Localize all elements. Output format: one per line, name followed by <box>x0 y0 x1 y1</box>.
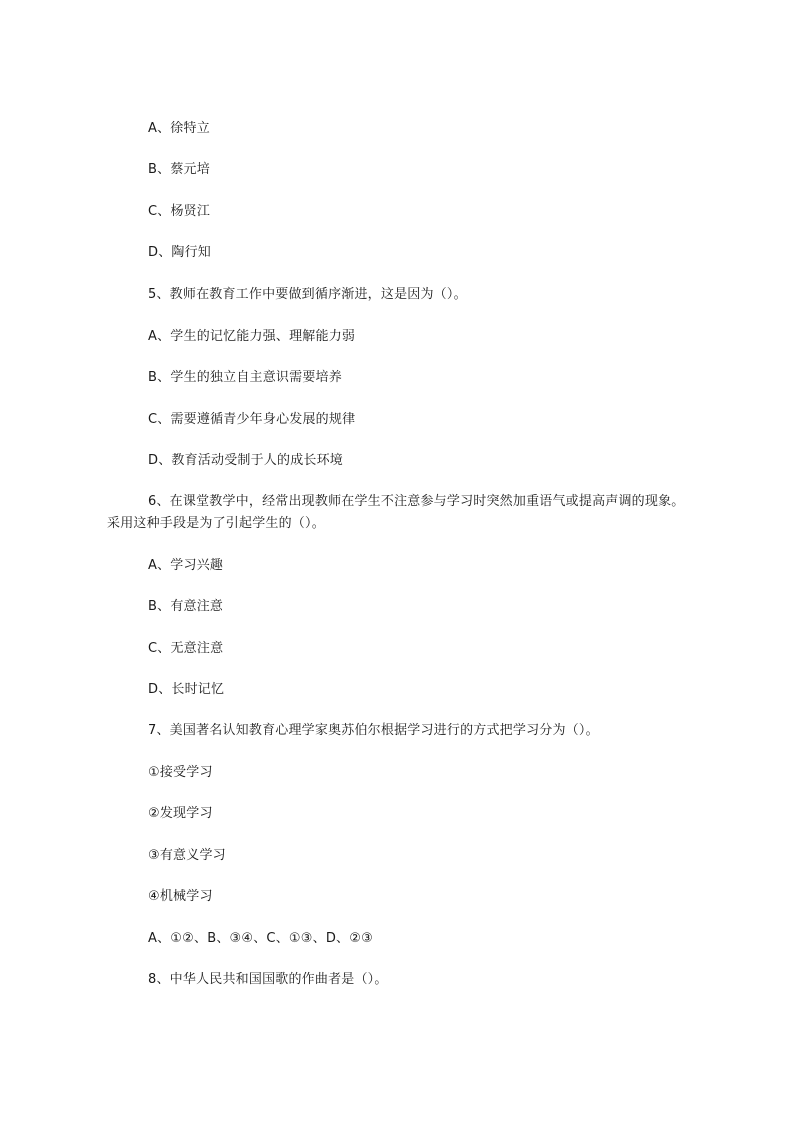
q5-option-c: C、需要遵循青少年身心发展的规律 <box>148 412 356 427</box>
q5-option-b: B、学生的独立自主意识需要培养 <box>148 370 342 385</box>
q5-question: 5、教师在教育工作中要做到循序渐进，这是因为（）。 <box>148 287 467 302</box>
q8-question: 8、中华人民共和国国歌的作曲者是（）。 <box>148 972 388 987</box>
q4-option-c: C、杨贤江 <box>148 204 211 219</box>
q4-option-b: B、蔡元培 <box>148 162 210 177</box>
q7-item-2: ②发现学习 <box>148 806 213 821</box>
q4-option-d: D、陶行知 <box>148 245 212 260</box>
q5-option-a: A、学生的记忆能力强、理解能力弱 <box>148 329 356 344</box>
q4-option-a: A、徐特立 <box>148 121 210 136</box>
q6-option-c: C、无意注意 <box>148 641 224 656</box>
q7-item-4: ④机械学习 <box>148 889 213 904</box>
q7-options: A、①②、B、③④、C、①③、D、②③ <box>148 931 373 946</box>
q6-option-d: D、长时记忆 <box>148 682 225 697</box>
q5-option-d: D、教育活动受制于人的成长环境 <box>148 453 344 468</box>
q7-question: 7、美国著名认知教育心理学家奥苏伯尔根据学习进行的方式把学习分为（）。 <box>148 723 599 738</box>
q6-question: 6、在课堂教学中，经常出现教师在学生不注意参与学习时突然加重语气或提高声调的现象。采用这种手段是为了引起学生的（）。 <box>107 494 685 531</box>
q6-option-b: B、有意注意 <box>148 599 224 614</box>
q6-option-a: A、学习兴趣 <box>148 558 224 573</box>
q7-item-3: ③有意义学习 <box>148 848 226 863</box>
q7-item-1: ①接受学习 <box>148 765 213 780</box>
